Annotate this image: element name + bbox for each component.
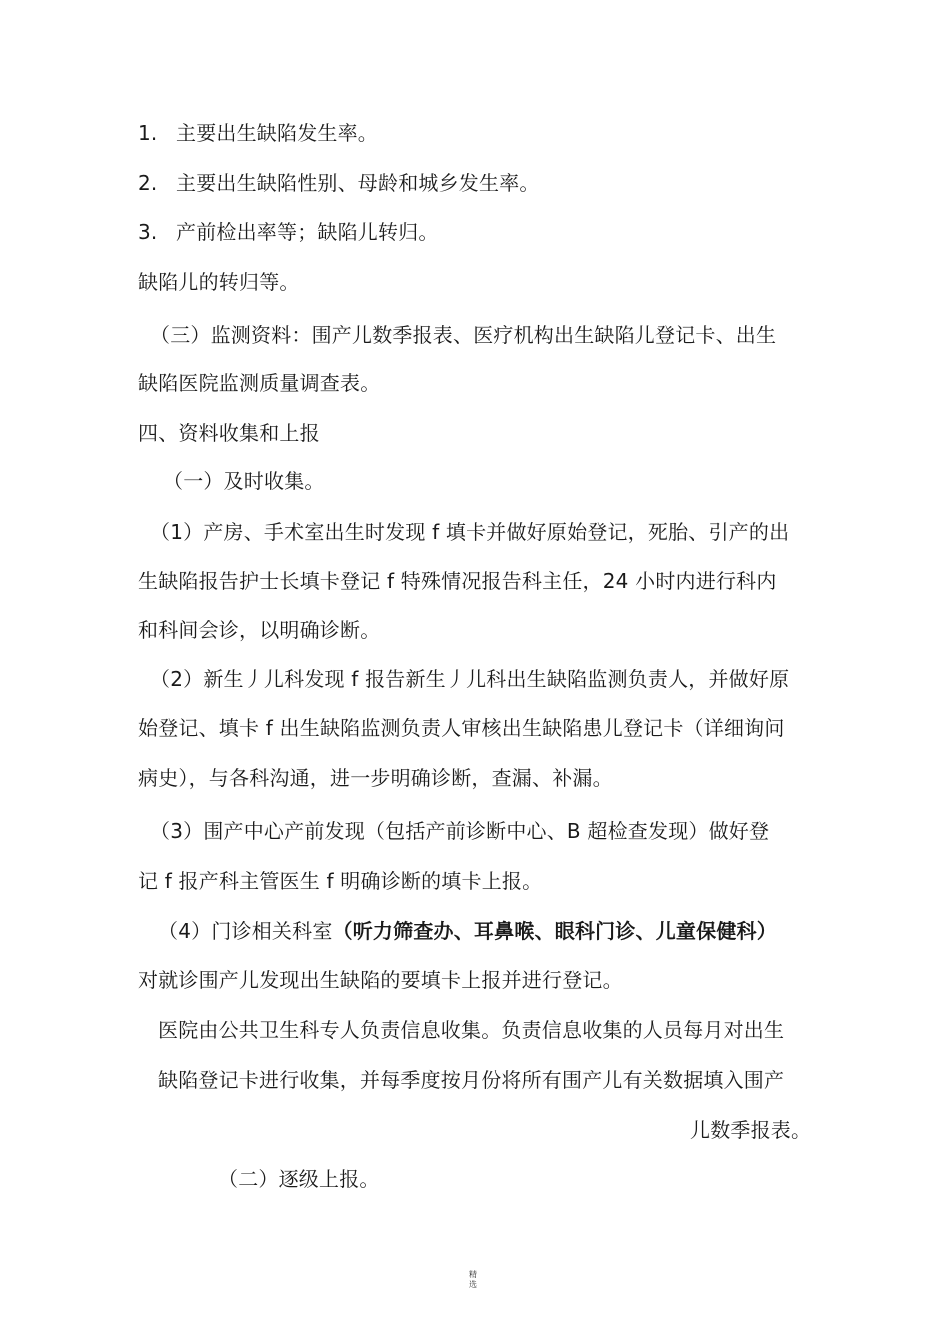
paragraph-line: 缺陷儿的转归等。 [138, 270, 300, 294]
list-number: 2. [138, 171, 158, 195]
page-footer [467, 1270, 479, 1290]
paragraph-line: 生缺陷报告护士长填卡登记 f 特殊情况报告科主任，24 小时内进行科内 [138, 569, 777, 593]
paragraph-line: （2）新生丿儿科发现 f 报告新生丿儿科出生缺陷监测负责人，并做好原 [150, 667, 790, 691]
paragraph-bold-segment: （听力筛查办、耳鼻喉、眼科门诊、儿童保健科） [332, 919, 777, 943]
paragraph-line: 医院由公共卫生科专人负责信息收集。负责信息收集的人员每月对出生 [158, 1018, 785, 1042]
paragraph-line: （3）围产中心产前发现（包括产前诊断中心、B 超检查发现）做好登 [150, 819, 770, 843]
list-text: 主要出生缺陷性别、母龄和城乡发生率。 [176, 171, 540, 195]
list-number: 1. [138, 121, 158, 145]
paragraph-line: 对就诊围产儿发现出生缺陷的要填卡上报并进行登记。 [138, 968, 623, 992]
paragraph-line: （1）产房、手术室出生时发现 f 填卡并做好原始登记，死胎、引产的出 [150, 520, 790, 544]
paragraph-line [158, 917, 777, 945]
paragraph-line: 儿数季报表。 [690, 1118, 812, 1142]
subsection-heading: （一）及时收集。 [163, 469, 325, 493]
list-item-2 [138, 169, 540, 197]
paragraph-segment: （4）门诊相关科室 [158, 919, 333, 943]
paragraph-line: 记 f 报产科主管医生 f 明确诊断的填卡上报。 [138, 869, 543, 893]
list-text: 产前检出率等；缺陷儿转归。 [176, 220, 439, 244]
list-number: 3. [138, 220, 158, 244]
paragraph-line: 缺陷医院监测质量调查表。 [138, 371, 381, 395]
paragraph-line: 始登记、填卡 f 出生缺陷监测负责人审核出生缺陷患儿登记卡（详细询问 [138, 716, 785, 740]
paragraph-line: （三）监测资料：围产儿数季报表、医疗机构出生缺陷儿登记卡、出生 [150, 323, 777, 347]
paragraph-line: 和科间会诊，以明确诊断。 [138, 618, 381, 642]
list-text: 主要出生缺陷发生率。 [176, 121, 378, 145]
section-heading: 四、资料收集和上报 [138, 421, 320, 445]
footer-char: 精 [469, 1270, 477, 1279]
paragraph-line: 病史），与各科沟通，进一步明确诊断，查漏、补漏。 [138, 766, 613, 790]
list-item-3 [138, 218, 439, 246]
subsection-heading: （二）逐级上报。 [218, 1167, 380, 1191]
list-item-1 [138, 119, 378, 147]
paragraph-line: 缺陷登记卡进行收集，并每季度按月份将所有围产儿有关数据填入围产 [158, 1068, 785, 1092]
footer-char: 选 [469, 1280, 477, 1289]
